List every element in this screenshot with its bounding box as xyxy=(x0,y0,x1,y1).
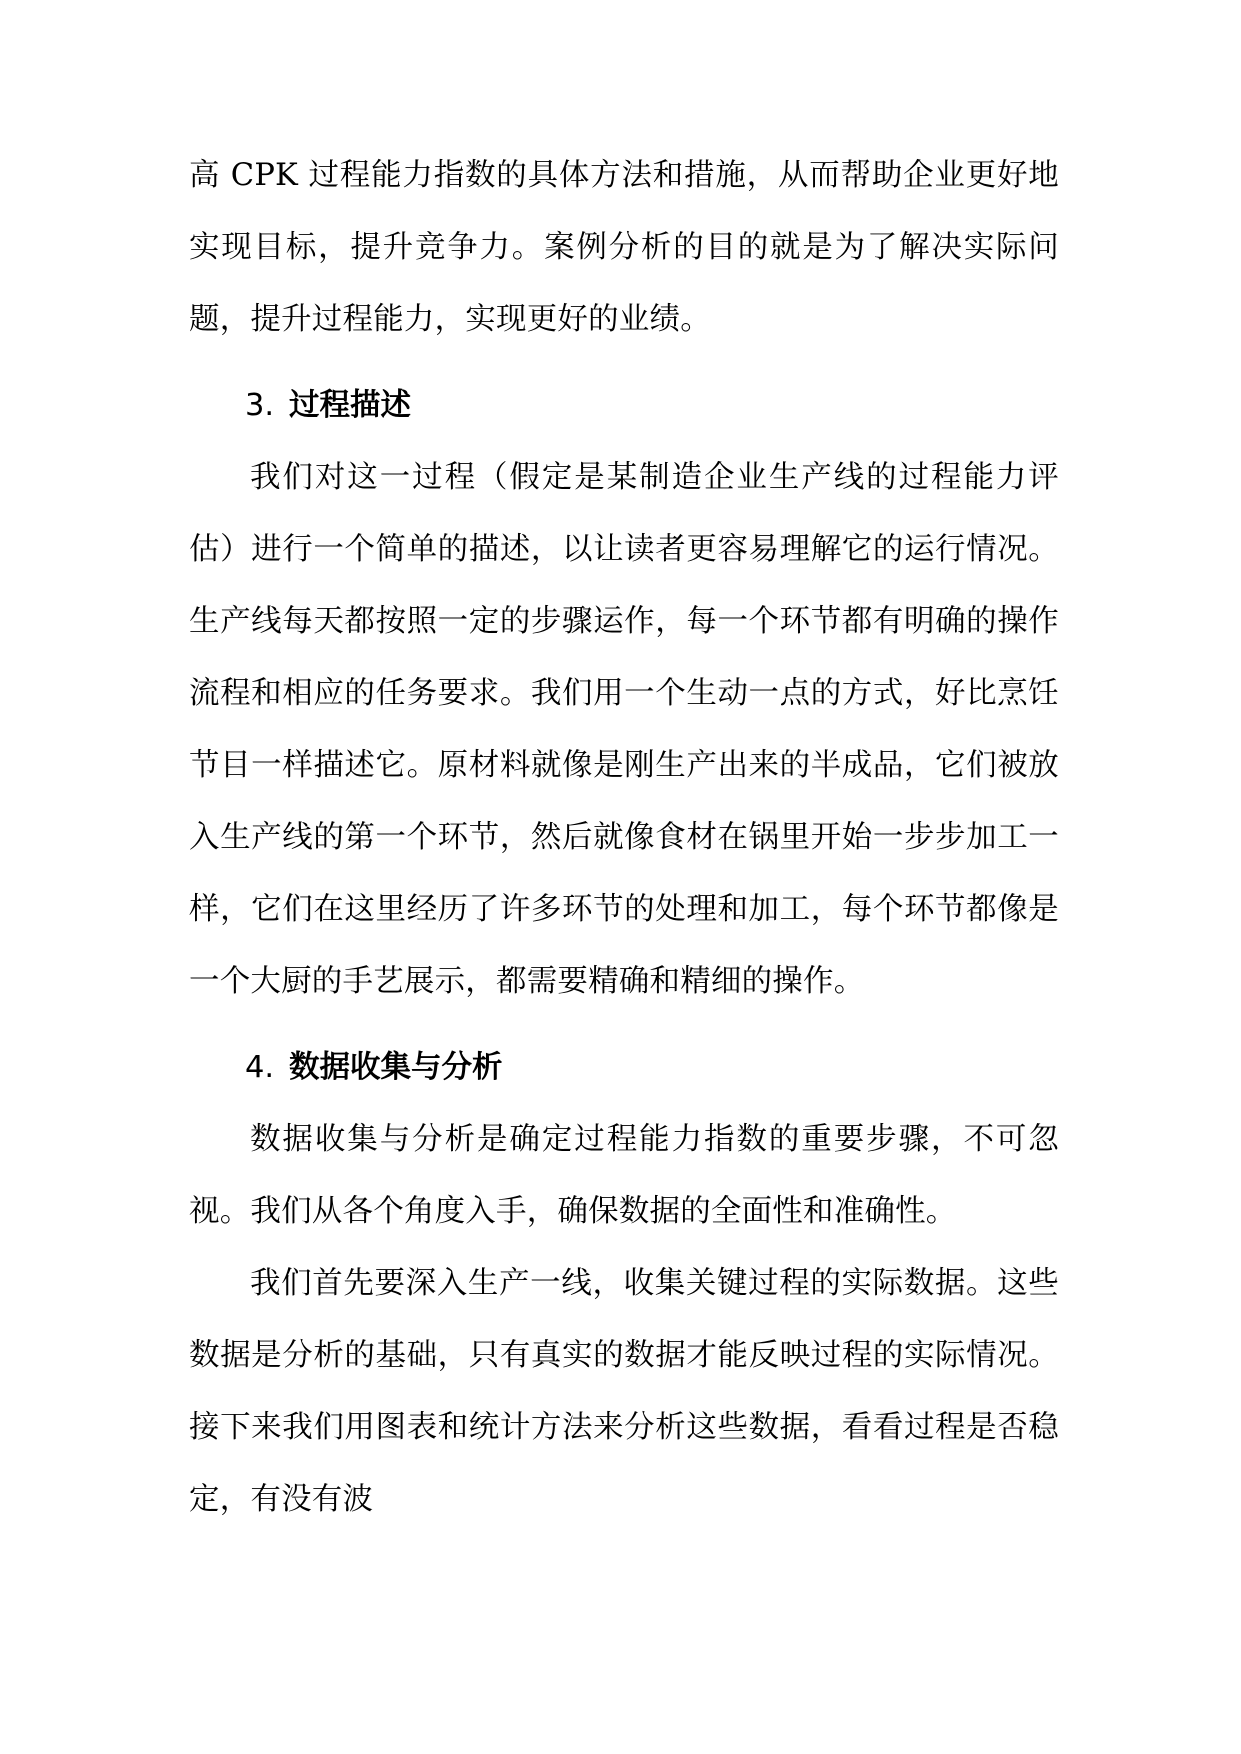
document-body xyxy=(189,140,1059,1536)
section-title: 数据收集与分析 xyxy=(289,1050,503,1085)
paragraph-cpk-goal: 高 CPK 过程能力指数的具体方法和措施，从而帮助企业更好地实现目标，提升竞争力。案例分析的目的就是为了解决实际问题，提升过程能力，实现更好的业绩。 xyxy=(189,158,1059,337)
paragraph-data-importance: 数据收集与分析是确定过程能力指数的重要步骤，不可忽视。我们从各个角度入手，确保数据的全面性和准确性。 xyxy=(189,1122,1059,1229)
section-heading-process-description xyxy=(189,370,1059,442)
spacer xyxy=(189,1018,1059,1032)
section-number: 4. xyxy=(245,1050,275,1085)
section-heading-data-collection xyxy=(189,1032,1059,1104)
section-title: 过程描述 xyxy=(289,388,411,423)
paragraph-process-description: 我们对这一过程（假定是某制造企业生产线的过程能力评估）进行一个简单的描述，以让读者更容易理解它的运行情况。生产线每天都按照一定的步骤运作，每一个环节都有明确的操作流程和相应的任务要求。我们用一个生动一点的方式，好比烹饪节目一样描述它。原材料就像是刚生产出来的半成品，它们被放入生产线的第一个环节，然后就像食材在锅里开始一步步加工一样，它们在这里经历了许多环节的处理和加工，每个环节都像是一个大厨的手艺展示，都需要精确和精细的操作。 xyxy=(189,460,1059,999)
paragraph-data-collection: 我们首先要深入生产一线，收集关键过程的实际数据。这些数据是分析的基础，只有真实的数据才能反映过程的实际情况。接下来我们用图表和统计方法来分析这些数据，看看过程是否稳定，有没有波 xyxy=(189,1266,1059,1517)
section-number: 3. xyxy=(245,388,275,423)
spacer xyxy=(189,356,1059,370)
